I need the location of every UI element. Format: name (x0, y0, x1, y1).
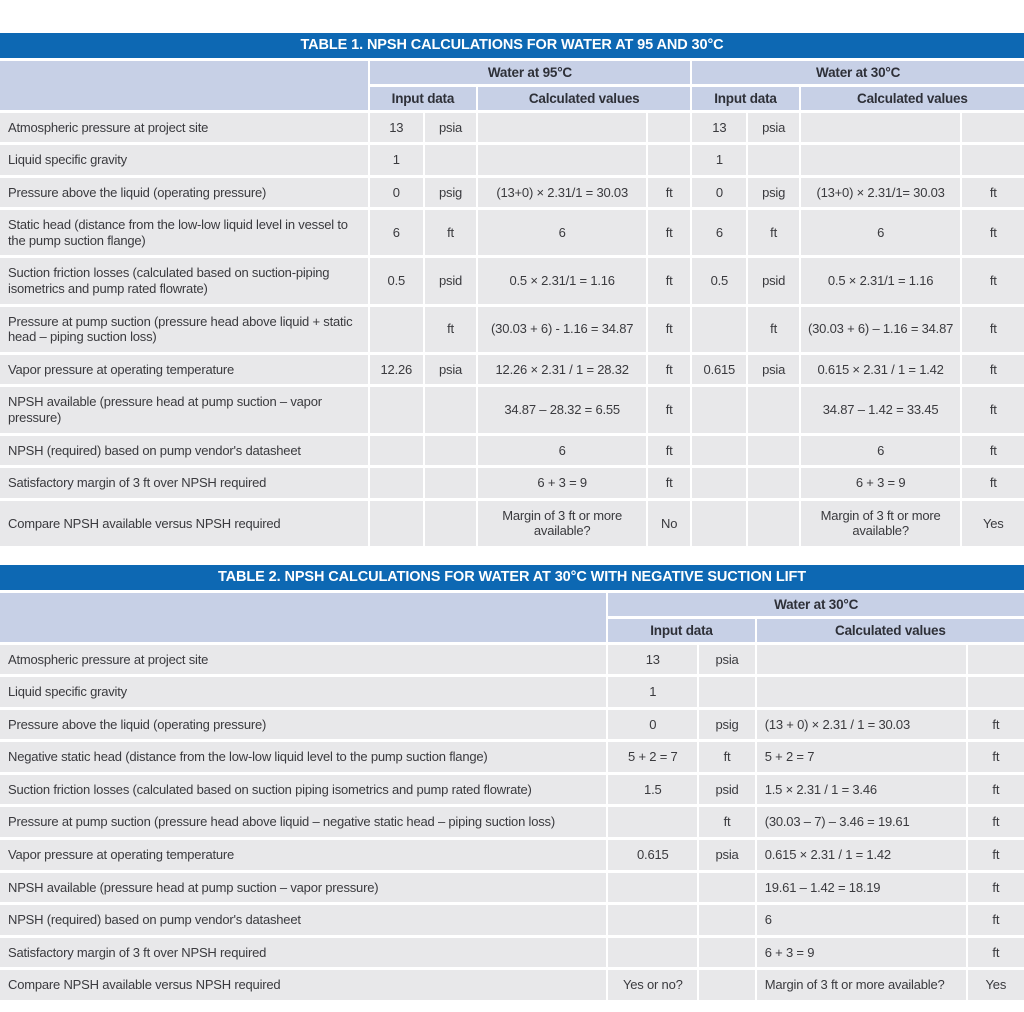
table-cell: 13 (691, 111, 747, 144)
table-cell (424, 386, 477, 434)
row-label: Suction friction losses (calculated based on suction-piping isometrics and pump rated flowrate) (0, 257, 369, 305)
table-cell: psia (747, 353, 799, 386)
table-cell: psia (424, 353, 477, 386)
table-cell (967, 676, 1024, 709)
row-label: Liquid specific gravity (0, 676, 607, 709)
table-cell: Margin of 3 ft or more available? (477, 499, 647, 546)
table-cell: ft (698, 806, 755, 839)
table1-title: TABLE 1. NPSH CALCULATIONS FOR WATER AT 95 AND 30°C (0, 33, 1024, 59)
table-cell: Margin of 3 ft or more available? (756, 969, 967, 1000)
table-cell (747, 434, 799, 467)
table1-group-water-95c: Water at 95°C (369, 59, 692, 85)
table2-subheader-calculated-values: Calculated values (756, 617, 1024, 643)
table1-subheader-input-data-30: Input data (691, 85, 800, 111)
table-cell: ft (967, 708, 1024, 741)
table2-corner-cell (0, 591, 607, 643)
table-row (0, 708, 1024, 741)
table1-subheader-calculated-values-30: Calculated values (800, 85, 1024, 111)
table-cell: psig (424, 176, 477, 209)
table-cell: 6 + 3 = 9 (800, 467, 962, 500)
table-cell: ft (961, 434, 1024, 467)
table-cell: Yes (961, 499, 1024, 546)
table2-npsh-water-30-negative-suction-lift (0, 565, 1024, 1000)
table-cell (369, 499, 424, 546)
table2-body (0, 643, 1024, 1000)
table-cell (698, 936, 755, 969)
table-row (0, 904, 1024, 937)
table-cell: 0 (607, 708, 698, 741)
table-cell: ft (647, 209, 691, 257)
row-label: Pressure at pump suction (pressure head above liquid – negative static head – piping suction loss) (0, 806, 607, 839)
table-row (0, 499, 1024, 546)
table-cell: (13+0) × 2.31/1= 30.03 (800, 176, 962, 209)
row-label: Pressure above the liquid (operating pressure) (0, 708, 607, 741)
table1-npsh-water-95-and-30 (0, 33, 1024, 546)
table-cell: ft (961, 305, 1024, 353)
table-cell (756, 676, 967, 709)
table-cell (691, 434, 747, 467)
row-label: Pressure at pump suction (pressure head above liquid + static head – piping suction loss) (0, 305, 369, 353)
table-cell (369, 305, 424, 353)
table-row (0, 144, 1024, 177)
row-label: NPSH available (pressure head at pump suction – vapor pressure) (0, 386, 369, 434)
table-cell: 0.5 × 2.31/1 = 1.16 (800, 257, 962, 305)
table-cell: Yes (967, 969, 1024, 1000)
table-cell: 13 (607, 643, 698, 676)
table-cell: ft (967, 773, 1024, 806)
table1-corner-cell (0, 59, 369, 111)
row-label: Vapor pressure at operating temperature (0, 353, 369, 386)
table-cell: 5 + 2 = 7 (756, 741, 967, 774)
table-cell: ft (961, 467, 1024, 500)
table-cell: 6 (800, 434, 962, 467)
table-row (0, 871, 1024, 904)
table-cell (698, 871, 755, 904)
table2-group-water-30c: Water at 30°C (607, 591, 1024, 617)
table-cell: ft (967, 936, 1024, 969)
table-cell (607, 806, 698, 839)
table1-title-row (0, 33, 1024, 59)
table-cell (747, 499, 799, 546)
table-cell: 0.615 (691, 353, 747, 386)
table-cell: ft (647, 386, 691, 434)
table-cell: (30.03 – 7) – 3.46 = 19.61 (756, 806, 967, 839)
table-cell (967, 643, 1024, 676)
row-label: NPSH (required) based on pump vendor's datasheet (0, 434, 369, 467)
table-cell: 0.615 × 2.31 / 1 = 1.42 (756, 839, 967, 872)
table-cell (424, 467, 477, 500)
table-cell: psig (698, 708, 755, 741)
table-cell (691, 386, 747, 434)
table-cell (691, 499, 747, 546)
table-cell (369, 467, 424, 500)
table-cell: psig (747, 176, 799, 209)
table-row (0, 936, 1024, 969)
table-cell: ft (647, 176, 691, 209)
table-cell: ft (967, 806, 1024, 839)
table-cell: 6 (800, 209, 962, 257)
table-cell (424, 144, 477, 177)
table-cell: 1 (369, 144, 424, 177)
table-cell (691, 305, 747, 353)
table-row (0, 741, 1024, 774)
table-cell: ft (961, 353, 1024, 386)
table-cell: 0.5 (369, 257, 424, 305)
table-row (0, 643, 1024, 676)
table1-group-header-row (0, 59, 1024, 85)
row-label: Static head (distance from the low-low liquid level in vessel to the pump suction flange) (0, 209, 369, 257)
table-cell: psia (747, 111, 799, 144)
table-row (0, 434, 1024, 467)
table-cell: 0.5 × 2.31/1 = 1.16 (477, 257, 647, 305)
table-row (0, 839, 1024, 872)
table-cell: 0 (369, 176, 424, 209)
table-row (0, 386, 1024, 434)
table-cell (607, 871, 698, 904)
table-cell (369, 386, 424, 434)
table1-body (0, 111, 1024, 546)
table-cell (800, 144, 962, 177)
table-cell (747, 467, 799, 500)
table-cell (698, 904, 755, 937)
table-cell: ft (961, 257, 1024, 305)
table-row (0, 176, 1024, 209)
table-row (0, 111, 1024, 144)
table-cell: 5 + 2 = 7 (607, 741, 698, 774)
row-label: NPSH (required) based on pump vendor's datasheet (0, 904, 607, 937)
table-cell (698, 676, 755, 709)
table2-group-header-row (0, 591, 1024, 617)
table-cell: 0.5 (691, 257, 747, 305)
table-cell: ft (424, 209, 477, 257)
table-cell (691, 467, 747, 500)
table-cell: 6 (691, 209, 747, 257)
table-row (0, 257, 1024, 305)
table-cell: ft (967, 741, 1024, 774)
row-label: Suction friction losses (calculated based on suction piping isometrics and pump rated flowrate) (0, 773, 607, 806)
table-cell: 12.26 (369, 353, 424, 386)
table-row (0, 773, 1024, 806)
table-cell: 34.87 – 28.32 = 6.55 (477, 386, 647, 434)
table-cell: ft (647, 353, 691, 386)
table-cell (477, 111, 647, 144)
table1-group-water-30c: Water at 30°C (691, 59, 1024, 85)
table-cell (698, 969, 755, 1000)
table-cell: 6 + 3 = 9 (477, 467, 647, 500)
table-cell (607, 936, 698, 969)
table-cell: ft (961, 176, 1024, 209)
row-label: Compare NPSH available versus NPSH required (0, 499, 369, 546)
table-cell: 0.615 (607, 839, 698, 872)
table-cell: No (647, 499, 691, 546)
table-cell (747, 144, 799, 177)
table-cell (607, 904, 698, 937)
table-cell: 6 (477, 434, 647, 467)
table-cell: psia (698, 643, 755, 676)
table-cell: 34.87 – 1.42 = 33.45 (800, 386, 962, 434)
table-cell: psia (424, 111, 477, 144)
table-cell: psia (698, 839, 755, 872)
table-cell: 6 + 3 = 9 (756, 936, 967, 969)
table-cell: ft (647, 434, 691, 467)
row-label: Liquid specific gravity (0, 144, 369, 177)
table-cell: ft (967, 871, 1024, 904)
table-cell: ft (747, 305, 799, 353)
table1-subheader-calculated-values-95: Calculated values (477, 85, 691, 111)
row-label: Atmospheric pressure at project site (0, 643, 607, 676)
table-cell (747, 386, 799, 434)
table-cell (477, 144, 647, 177)
table-cell: (13+0) × 2.31/1 = 30.03 (477, 176, 647, 209)
table-cell (961, 144, 1024, 177)
table-cell (424, 499, 477, 546)
table-cell: 0.615 × 2.31 / 1 = 1.42 (800, 353, 962, 386)
table-row (0, 353, 1024, 386)
table-cell (961, 111, 1024, 144)
row-label: NPSH available (pressure head at pump suction – vapor pressure) (0, 871, 607, 904)
table-cell: 1.5 (607, 773, 698, 806)
table-cell: 6 (369, 209, 424, 257)
row-label: Satisfactory margin of 3 ft over NPSH required (0, 936, 607, 969)
table-cell: 19.61 – 1.42 = 18.19 (756, 871, 967, 904)
table-cell: ft (747, 209, 799, 257)
table-cell: 13 (369, 111, 424, 144)
table-cell (647, 144, 691, 177)
table-cell: ft (961, 386, 1024, 434)
table2-title-row (0, 565, 1024, 591)
table-cell (800, 111, 962, 144)
table-cell (756, 643, 967, 676)
table-cell (647, 111, 691, 144)
table-cell: 0 (691, 176, 747, 209)
table-row (0, 305, 1024, 353)
table-cell: (13 + 0) × 2.31 / 1 = 30.03 (756, 708, 967, 741)
table-cell: 6 (756, 904, 967, 937)
table-row (0, 467, 1024, 500)
table-cell: ft (647, 257, 691, 305)
table-cell: Margin of 3 ft or more available? (800, 499, 962, 546)
table-cell: 1.5 × 2.31 / 1 = 3.46 (756, 773, 967, 806)
row-label: Negative static head (distance from the low-low liquid level to the pump suction flange) (0, 741, 607, 774)
row-label: Pressure above the liquid (operating pressure) (0, 176, 369, 209)
table-cell (369, 434, 424, 467)
row-label: Compare NPSH available versus NPSH required (0, 969, 607, 1000)
table2-subheader-input-data: Input data (607, 617, 755, 643)
table-cell: Yes or no? (607, 969, 698, 1000)
table-cell: (30.03 + 6) - 1.16 = 34.87 (477, 305, 647, 353)
table-row (0, 209, 1024, 257)
table-cell: 12.26 × 2.31 / 1 = 28.32 (477, 353, 647, 386)
table2-title: TABLE 2. NPSH CALCULATIONS FOR WATER AT 30°C WITH NEGATIVE SUCTION LIFT (0, 565, 1024, 591)
table-cell: ft (647, 305, 691, 353)
table-cell: ft (424, 305, 477, 353)
row-label: Vapor pressure at operating temperature (0, 839, 607, 872)
table-cell: psid (747, 257, 799, 305)
table-cell: 1 (691, 144, 747, 177)
table-cell: ft (647, 467, 691, 500)
row-label: Satisfactory margin of 3 ft over NPSH required (0, 467, 369, 500)
row-label: Atmospheric pressure at project site (0, 111, 369, 144)
table-cell: ft (967, 904, 1024, 937)
table-cell (424, 434, 477, 467)
table-cell: psid (424, 257, 477, 305)
table-cell: ft (961, 209, 1024, 257)
table-cell: 1 (607, 676, 698, 709)
table-cell: ft (698, 741, 755, 774)
table-cell: (30.03 + 6) – 1.16 = 34.87 (800, 305, 962, 353)
table-cell: psid (698, 773, 755, 806)
table-cell: 6 (477, 209, 647, 257)
table-row (0, 676, 1024, 709)
table-cell: ft (967, 839, 1024, 872)
table1-subheader-input-data-95: Input data (369, 85, 478, 111)
table-row (0, 969, 1024, 1000)
table-row (0, 806, 1024, 839)
